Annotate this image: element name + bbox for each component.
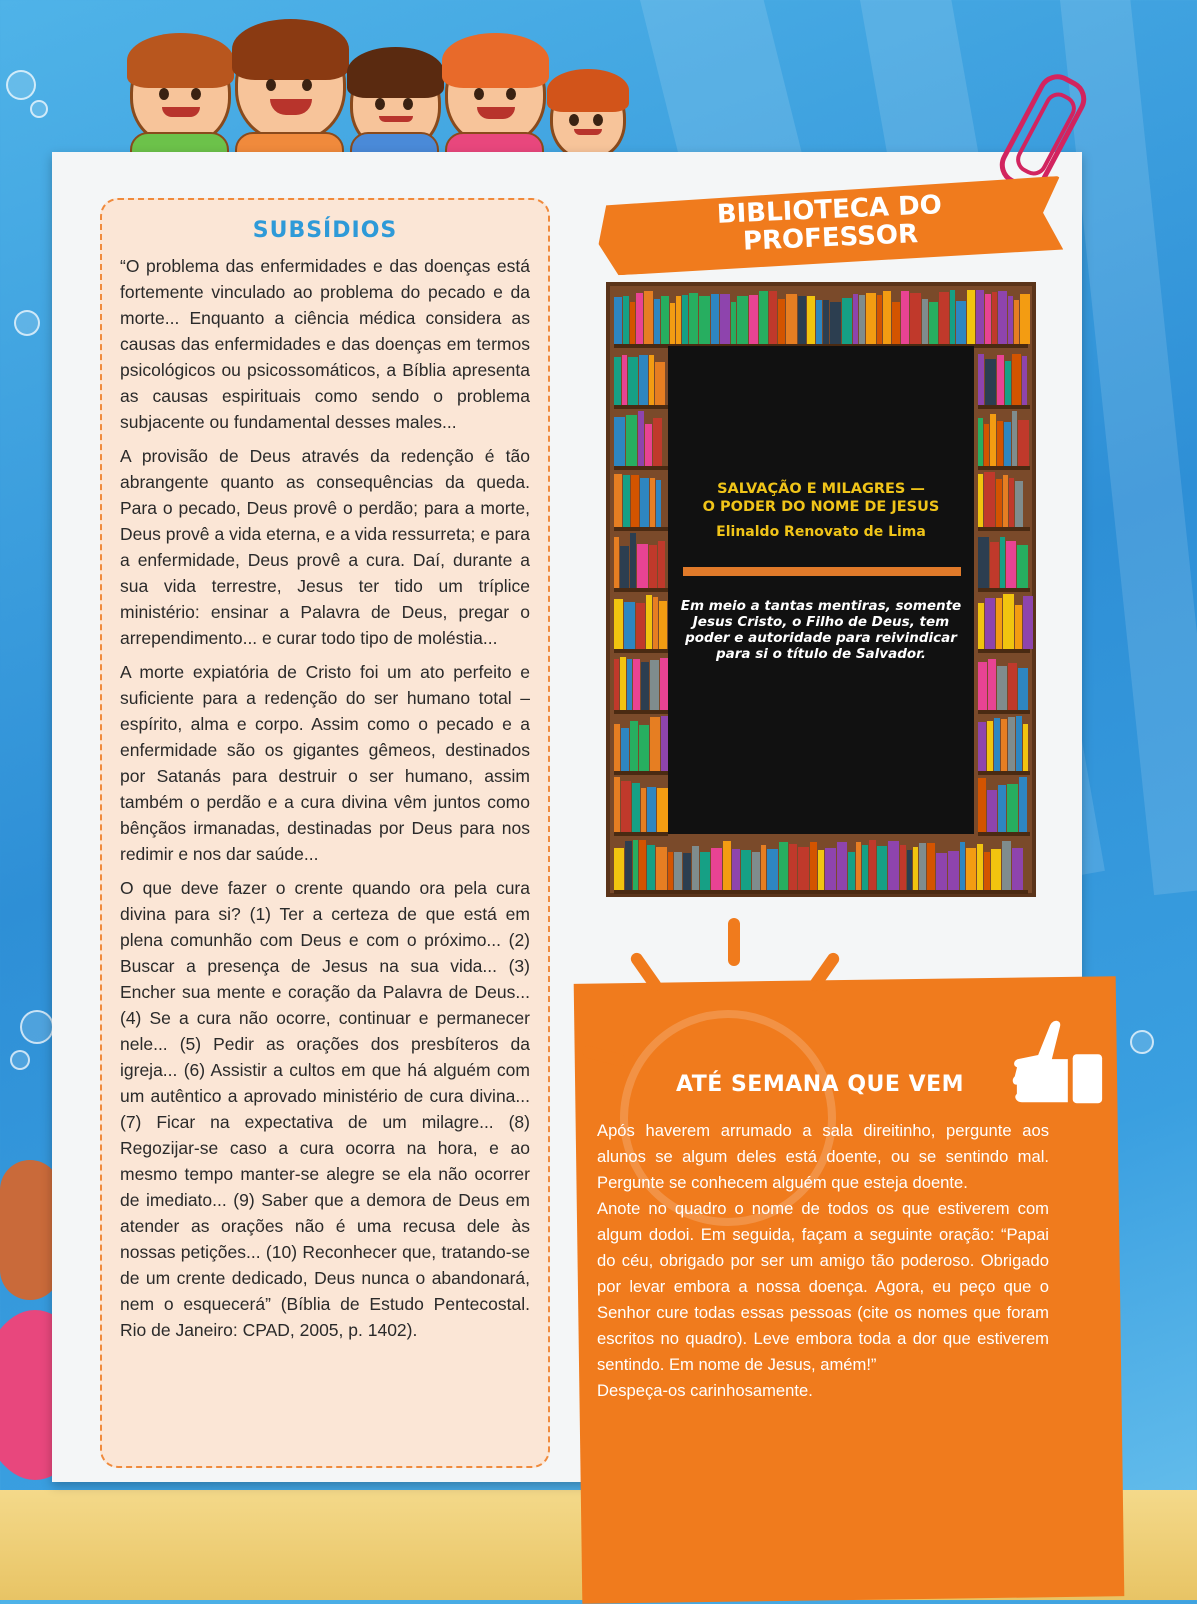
book-spine bbox=[988, 659, 996, 710]
book-spine bbox=[778, 299, 785, 344]
shelf-board bbox=[978, 649, 1030, 653]
book-spine bbox=[798, 847, 809, 890]
book-spine bbox=[1017, 545, 1028, 588]
book-spine bbox=[996, 598, 1002, 649]
book-spine bbox=[692, 846, 699, 890]
book-spine bbox=[720, 294, 730, 344]
book-spine bbox=[987, 721, 993, 771]
shelf-board bbox=[614, 466, 668, 470]
shelf-board bbox=[614, 771, 668, 775]
book-spine bbox=[996, 479, 1002, 527]
book-spine bbox=[998, 291, 1007, 344]
book-spine bbox=[627, 659, 632, 710]
book-spine bbox=[638, 411, 644, 466]
book-spine bbox=[731, 302, 736, 344]
book-spine bbox=[614, 659, 619, 710]
book-spine bbox=[636, 603, 645, 649]
book-spine bbox=[1012, 848, 1023, 890]
book-spine bbox=[919, 843, 926, 890]
book-spine bbox=[769, 291, 777, 344]
book-spine bbox=[623, 296, 629, 344]
book-spine bbox=[1022, 356, 1027, 405]
book-spine bbox=[630, 721, 638, 771]
book-spine bbox=[1023, 724, 1028, 771]
book-spine bbox=[636, 293, 643, 344]
book-spine bbox=[1008, 296, 1013, 344]
subsidios-box bbox=[100, 198, 550, 1468]
book-spine bbox=[1015, 605, 1022, 649]
book-spine bbox=[976, 290, 984, 344]
book-spine bbox=[737, 296, 748, 344]
shelf-board bbox=[978, 405, 1030, 409]
book-spine bbox=[862, 845, 868, 890]
book-spine bbox=[1023, 596, 1033, 649]
book-spine bbox=[639, 725, 649, 771]
book-spine bbox=[650, 717, 660, 771]
book-spine bbox=[990, 542, 999, 588]
book-spine bbox=[1019, 777, 1027, 832]
book-spine bbox=[661, 296, 669, 344]
book-spine bbox=[711, 294, 719, 344]
book-spine bbox=[614, 724, 620, 771]
book-spine bbox=[623, 475, 630, 527]
subsidios-title: SUBSÍDIOS bbox=[252, 218, 398, 243]
book-spine bbox=[900, 845, 906, 890]
book-spine bbox=[888, 841, 899, 890]
book-spine bbox=[1003, 594, 1014, 649]
book-title-line2: O PODER DO NOME DE JESUS bbox=[702, 499, 940, 515]
book-spine bbox=[978, 778, 986, 832]
book-spine bbox=[641, 662, 649, 710]
biblioteca-title-line1: BIBLIOTECA DO bbox=[716, 190, 943, 230]
book-spine bbox=[767, 849, 778, 890]
book-spine bbox=[978, 537, 989, 588]
book-spine bbox=[997, 421, 1003, 466]
book-spine bbox=[633, 659, 640, 710]
book-spine bbox=[922, 299, 928, 344]
ate-semana-paragraph-3: Despeça-os carinhosamente. bbox=[597, 1381, 813, 1400]
book-spine bbox=[818, 850, 824, 890]
book-spine bbox=[984, 424, 989, 466]
subsidios-paragraph-4: O que deve fazer o crente quando ora pela cura divina para si? (1) Ter a certeza de que está em plena comunhão com Deus e com o próximo... (2) Buscar a presença de Jesus na sua vida... (3) Encher sua mente e coração da Palavra de Deus... (4) Se a cura não ocorre, continuar e permanecer nele... (5) Pedir as orações dos presbíteros da igreja... (6) Assistir a cultos em que há alguém com um autêntico a aprovado ministério de cura divina... (7) Ficar na expectativa de um milagre... (8) Regozijar-se caso a cura ocorra na hora, e ao mesmo tempo manter-se alegre se ela não ocorrer de imediato... (9) Saber que a demora de Deus em atender as orações não é uma recusa dele às nossas petições... (10) Reconhecer que, tratando-se de um crente dedicado, Deus nunca o abandonará, nem o esquecerá” (Bíblia de Estudo Pentecostal. Rio de Janeiro: CPAD, 2005, p. 1402). bbox=[120, 878, 530, 1340]
book-spine bbox=[1008, 663, 1017, 710]
book-spine bbox=[653, 597, 658, 649]
book-author: Elinaldo Renovato de Lima bbox=[716, 524, 926, 540]
shelf-board bbox=[614, 527, 668, 531]
book-spine bbox=[950, 290, 955, 344]
book-spine bbox=[779, 842, 788, 890]
book-spine bbox=[752, 852, 760, 890]
book-spine bbox=[653, 418, 662, 466]
shelf-board bbox=[614, 832, 668, 836]
book-spine bbox=[929, 302, 938, 344]
book-spine bbox=[948, 851, 959, 890]
book-spine bbox=[732, 849, 740, 890]
book-spine bbox=[985, 294, 991, 344]
thumbs-up-icon bbox=[1010, 1015, 1108, 1113]
book-spine bbox=[1015, 481, 1023, 527]
book-spine bbox=[1008, 717, 1015, 771]
shelf-board bbox=[614, 710, 668, 714]
book-spine bbox=[670, 303, 675, 344]
book-spine bbox=[990, 414, 996, 466]
book-spine bbox=[789, 844, 797, 890]
book-spine bbox=[656, 480, 661, 527]
book-spine bbox=[650, 660, 659, 710]
book-spine bbox=[866, 293, 876, 344]
book-spine bbox=[660, 658, 668, 710]
book-spine bbox=[978, 722, 986, 771]
shelf-board bbox=[614, 890, 1028, 894]
book-spine bbox=[621, 781, 631, 832]
book-spine bbox=[837, 842, 847, 890]
book-spine bbox=[956, 301, 966, 344]
book-spine bbox=[823, 300, 829, 344]
book-spine bbox=[620, 657, 626, 710]
book-spine bbox=[620, 546, 629, 588]
book-spine bbox=[992, 292, 997, 344]
book-spine bbox=[1001, 719, 1007, 771]
book-spine bbox=[869, 840, 876, 890]
book-spine bbox=[978, 354, 984, 405]
book-spine bbox=[647, 845, 655, 890]
book-spine bbox=[630, 302, 635, 344]
book-spine bbox=[1018, 668, 1028, 710]
book-spine bbox=[978, 474, 983, 527]
book-spine bbox=[1020, 294, 1030, 344]
book-spine bbox=[628, 357, 638, 405]
book-spine bbox=[987, 790, 997, 832]
book-spine bbox=[624, 602, 635, 649]
book-spine bbox=[621, 728, 629, 771]
book-spine bbox=[842, 298, 852, 344]
book-spine bbox=[877, 846, 887, 890]
book-spine bbox=[625, 841, 632, 890]
book-spine bbox=[991, 849, 1001, 890]
book-spine bbox=[649, 355, 654, 405]
book-spine bbox=[1003, 475, 1008, 527]
book-spine bbox=[994, 718, 1000, 771]
book-spine bbox=[614, 599, 623, 649]
book-spine bbox=[1000, 537, 1005, 588]
book-spine bbox=[741, 850, 751, 890]
shelf-board bbox=[978, 466, 1030, 470]
book-spine bbox=[761, 845, 766, 890]
book-spine bbox=[848, 852, 855, 890]
rock-decoration bbox=[0, 1160, 60, 1300]
book-spine bbox=[614, 474, 622, 527]
book-spine bbox=[633, 840, 638, 890]
biblioteca-title-line2: PROFESSOR bbox=[742, 219, 919, 257]
book-spine bbox=[825, 848, 836, 890]
ate-semana-text bbox=[597, 1118, 1049, 1404]
kids-illustration bbox=[110, 20, 620, 170]
book-spine bbox=[657, 788, 668, 832]
book-spine bbox=[614, 417, 625, 466]
book-spine bbox=[711, 848, 722, 890]
subsidios-paragraph-1: “O problema das enfermidades e das doenças está fortemente vinculado ao problema do pecado e da morte... Enquanto a ciência médica considera as causas das enfermidades e das doenças em termos psicológicos ou psicossomáticos, a Bíblia apresenta as causas espirituais como sendo o problema subjacente ou fundamental desses males... bbox=[120, 256, 530, 432]
book-spine bbox=[674, 852, 682, 890]
book-spine bbox=[856, 842, 861, 890]
shelf-board bbox=[614, 649, 668, 653]
book-spine bbox=[1012, 354, 1021, 405]
book-spine bbox=[859, 295, 865, 344]
shelf-board bbox=[978, 710, 1030, 714]
book-spine bbox=[927, 843, 935, 890]
book-spine bbox=[939, 292, 949, 344]
shelf-board bbox=[978, 527, 1030, 531]
book-spine bbox=[1005, 361, 1011, 405]
book-spine bbox=[978, 418, 983, 466]
book-spine bbox=[1006, 541, 1016, 588]
book-spine bbox=[877, 295, 882, 344]
book-spine bbox=[810, 842, 817, 890]
book-spine bbox=[786, 294, 797, 344]
book-spine bbox=[644, 291, 653, 344]
book-spine bbox=[984, 472, 995, 527]
book-spine bbox=[649, 545, 657, 588]
ate-semana-title: ATÉ SEMANA QUE VEM bbox=[675, 1072, 965, 1097]
book-spine bbox=[1002, 841, 1011, 890]
book-spine bbox=[978, 662, 987, 710]
shelf-board bbox=[614, 405, 668, 409]
book-spine bbox=[985, 359, 996, 405]
book-spine bbox=[654, 299, 660, 344]
book-spine bbox=[936, 853, 947, 890]
book-spine bbox=[630, 533, 636, 588]
book-spine bbox=[997, 666, 1007, 710]
book-spine bbox=[689, 293, 698, 344]
book-spine bbox=[853, 294, 858, 344]
book-spine bbox=[1007, 784, 1018, 832]
book-spine bbox=[640, 478, 649, 527]
book-spine bbox=[641, 788, 646, 832]
book-spine bbox=[655, 362, 665, 405]
book-spine bbox=[723, 841, 731, 890]
shelf-board bbox=[614, 588, 668, 592]
book-spine bbox=[646, 595, 652, 649]
book-spine bbox=[614, 537, 619, 588]
book-spine bbox=[985, 598, 995, 649]
shelf-board bbox=[978, 771, 1030, 775]
sun-ray bbox=[728, 918, 740, 966]
book-spine bbox=[639, 355, 648, 405]
book-spine bbox=[910, 293, 921, 344]
book-spine bbox=[682, 295, 688, 344]
book-spine bbox=[816, 300, 822, 344]
book-spine bbox=[892, 302, 900, 344]
book-spine bbox=[901, 291, 909, 344]
book-spine bbox=[1004, 422, 1011, 466]
book-spine bbox=[614, 848, 624, 890]
book-spine bbox=[830, 302, 841, 344]
ate-semana-paragraph-1: Após haverem arrumado a sala direitinho, pergunte aos alunos se algum deles está doente, ou se sentindo mal. Pergunte se conhecem alguém que esteja doente. bbox=[597, 1121, 1049, 1192]
book-spine bbox=[798, 296, 806, 344]
book-spine bbox=[998, 785, 1006, 832]
book-spine bbox=[650, 478, 655, 527]
shelf-board bbox=[978, 588, 1030, 592]
book-spine bbox=[883, 291, 891, 344]
book-spine bbox=[659, 601, 667, 649]
book-spine bbox=[1016, 716, 1022, 771]
ate-semana-paragraph-2: Anote no quadro o nome de todos os que estiverem com algum dodoi. Em seguida, façam a seguinte oração: “Papai do céu, obrigado por ser um amigo tão poderoso. Obrigado por levar embora a nossa doença. Agora, eu peço que o Senhor cure todas essas pessoas (cite os nomes que foram escritos no quadro). Leve embora toda a dor que estiverem sentindo. Em nome de Jesus, amém!” bbox=[597, 1199, 1049, 1374]
book-spine bbox=[907, 850, 912, 890]
book-spine bbox=[1018, 420, 1029, 466]
book-blurb: Em meio a tantas mentiras, somente Jesus Cristo, o Filho de Deus, tem poder e autoridade para reivindicar para si o título de Salvador. bbox=[680, 598, 962, 662]
book-title-line1: SALVAÇÃO E MILAGRES — bbox=[717, 481, 925, 497]
book-spine bbox=[978, 603, 984, 649]
book-spine bbox=[645, 424, 652, 466]
book-spine bbox=[622, 355, 627, 405]
book-spine bbox=[966, 848, 976, 890]
book-spine bbox=[700, 852, 710, 890]
book-spine bbox=[632, 783, 640, 832]
book-spine bbox=[658, 541, 665, 588]
book-spine bbox=[656, 847, 667, 890]
book-spine bbox=[807, 296, 815, 344]
book-cover-panel bbox=[668, 346, 974, 834]
book-spine bbox=[668, 852, 673, 890]
book-spine bbox=[984, 852, 990, 890]
book-title bbox=[668, 480, 974, 516]
book-spine bbox=[637, 544, 648, 588]
book-spine bbox=[977, 844, 983, 890]
book-spine bbox=[1009, 478, 1014, 527]
book-spine bbox=[759, 291, 768, 344]
subsidios-paragraph-3: A morte expiatória de Cristo foi um ato perfeito e suficiente para a redenção do ser humano total – espírito, alma e corpo. Assim como o pecado e a enfermidade são os gigantes gêmeos, destinados por Satanás para destruir o ser humano, assim também o perdão e a cura divina vêm juntos como bênçãos irmanadas, destinadas por Deus para nos redimir e nos dar saúde... bbox=[120, 662, 530, 864]
book-spine bbox=[699, 296, 710, 344]
shelf-board bbox=[978, 832, 1030, 836]
book-spine bbox=[1014, 300, 1019, 344]
book-spine bbox=[1012, 411, 1017, 466]
book-spine bbox=[626, 415, 637, 466]
book-spine bbox=[913, 847, 918, 890]
book-spine bbox=[683, 853, 691, 890]
book-spine bbox=[676, 296, 681, 344]
book-spine bbox=[997, 355, 1004, 405]
book-spine bbox=[614, 297, 622, 344]
book-divider bbox=[683, 567, 961, 576]
book-spine bbox=[749, 295, 758, 344]
book-spine bbox=[967, 290, 975, 344]
book-spine bbox=[639, 840, 646, 890]
book-spine bbox=[960, 842, 965, 890]
book-spine bbox=[614, 357, 621, 405]
book-spine bbox=[647, 787, 656, 832]
book-spine bbox=[614, 777, 620, 832]
book-spine bbox=[631, 475, 639, 527]
subsidios-paragraph-2: A provisão de Deus através da redenção é tão abrangente quanto as consequências da queda. Para o pecado, Deus provê o perdão; para a morte, Deus provê a vida eterna, e a vida ressurreta; e para a enfermidade, Deus provê a cura. Daí, durante a sua vida terrestre, Jesus ter tido um tríplice ministério: ensinar a Palavra de Deus, pregar o arrependimento... e curar todo tipo de moléstia... bbox=[120, 446, 530, 648]
